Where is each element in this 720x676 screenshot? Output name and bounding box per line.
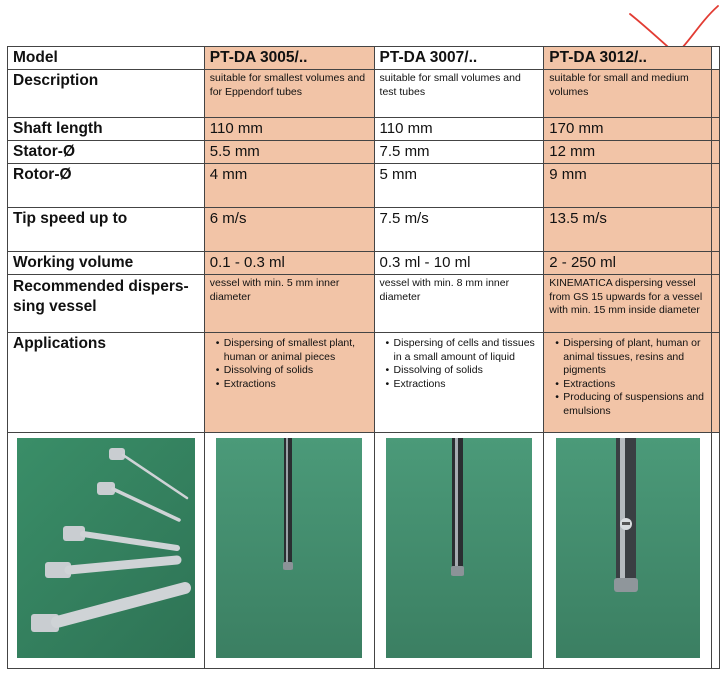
vessel-cell: vessel with min. 8 mm inner diameter bbox=[374, 275, 544, 333]
vessel-cell: vessel with min. 5 mm inner diameter bbox=[204, 275, 374, 333]
row-label: Shaft length bbox=[8, 118, 205, 141]
row-applications bbox=[8, 333, 720, 433]
applications-cell bbox=[204, 333, 374, 433]
value-cell: 2 - 250 ml bbox=[544, 252, 712, 275]
table-edge-cell bbox=[712, 164, 720, 208]
row-shaft-length bbox=[8, 118, 720, 141]
table-edge-cell bbox=[712, 70, 720, 118]
table-edge-cell bbox=[712, 47, 720, 70]
value-cell: 110 mm bbox=[374, 118, 544, 141]
value-cell: 7.5 mm bbox=[374, 141, 544, 164]
model-cell: PT-DA 3012/.. bbox=[544, 47, 712, 70]
description-cell: suitable for small and medium volumes bbox=[544, 70, 712, 118]
list-item: • Extractions bbox=[563, 378, 706, 392]
table-edge-cell bbox=[712, 208, 720, 252]
value-cell: 7.5 m/s bbox=[374, 208, 544, 252]
applications-cell bbox=[544, 333, 712, 433]
row-model bbox=[8, 47, 720, 70]
table-edge-cell bbox=[712, 433, 720, 669]
list-item: • Extractions bbox=[224, 378, 369, 392]
photo-cell bbox=[204, 433, 374, 669]
applications-list bbox=[380, 337, 539, 391]
row-label: Model bbox=[8, 47, 205, 70]
table-edge-cell bbox=[712, 275, 720, 333]
row-rotor bbox=[8, 164, 720, 208]
dispersing-tools-photo bbox=[17, 438, 195, 658]
shaft-3007-photo bbox=[386, 438, 532, 658]
shaft-3012-photo bbox=[556, 438, 700, 658]
row-label: Description bbox=[8, 70, 205, 118]
list-item: • Dissolving of solids bbox=[224, 364, 369, 378]
row-working-volume bbox=[8, 252, 720, 275]
row-label: Applications bbox=[8, 333, 205, 433]
value-cell: 9 mm bbox=[544, 164, 712, 208]
description-cell: suitable for small volumes and test tubes bbox=[374, 70, 544, 118]
table-edge-cell bbox=[712, 252, 720, 275]
list-item: • Dissolving of solids bbox=[394, 364, 539, 378]
value-cell: 0.1 - 0.3 ml bbox=[204, 252, 374, 275]
table-edge-cell bbox=[712, 333, 720, 433]
row-vessel bbox=[8, 275, 720, 333]
list-item: • Dispersing of smallest plant, human or animal pieces bbox=[224, 337, 369, 364]
list-item: • Dispersing of cells and tissues in a small amount of liquid bbox=[394, 337, 539, 364]
row-description bbox=[8, 70, 720, 118]
row-label: Rotor-Ø bbox=[8, 164, 205, 208]
description-cell: suitable for smallest volumes and for Eppendorf tubes bbox=[204, 70, 374, 118]
value-cell: 170 mm bbox=[544, 118, 712, 141]
applications-cell bbox=[374, 333, 544, 433]
row-photos bbox=[8, 433, 720, 669]
photo-cell bbox=[8, 433, 205, 669]
row-label: Stator-Ø bbox=[8, 141, 205, 164]
applications-list bbox=[549, 337, 706, 418]
row-label: Tip speed up to bbox=[8, 208, 205, 252]
model-cell: PT-DA 3007/.. bbox=[374, 47, 544, 70]
value-cell: 6 m/s bbox=[204, 208, 374, 252]
photo-cell bbox=[374, 433, 544, 669]
photo-cell bbox=[544, 433, 712, 669]
model-cell: PT-DA 3005/.. bbox=[204, 47, 374, 70]
value-cell: 110 mm bbox=[204, 118, 374, 141]
value-cell: 4 mm bbox=[204, 164, 374, 208]
value-cell: 5 mm bbox=[374, 164, 544, 208]
applications-list bbox=[210, 337, 369, 391]
list-item: • Producing of suspensions and emulsions bbox=[563, 391, 706, 418]
row-stator bbox=[8, 141, 720, 164]
value-cell: 12 mm bbox=[544, 141, 712, 164]
row-tip-speed bbox=[8, 208, 720, 252]
value-cell: 5.5 mm bbox=[204, 141, 374, 164]
value-cell: 0.3 ml - 10 ml bbox=[374, 252, 544, 275]
row-label: Working volume bbox=[8, 252, 205, 275]
value-cell: 13.5 m/s bbox=[544, 208, 712, 252]
row-label: Recommended dispers-sing vessel bbox=[8, 275, 205, 333]
list-item: • Dispersing of plant, human or animal tissues, resins and pigments bbox=[563, 337, 706, 378]
spec-table bbox=[7, 46, 720, 669]
table-edge-cell bbox=[712, 141, 720, 164]
list-item: • Extractions bbox=[394, 378, 539, 392]
vessel-cell: KINEMATICA dispersing vessel from GS 15 upwards for a vessel with min. 15 mm inside diameter bbox=[544, 275, 712, 333]
shaft-3005-photo bbox=[216, 438, 362, 658]
table-edge-cell bbox=[712, 118, 720, 141]
